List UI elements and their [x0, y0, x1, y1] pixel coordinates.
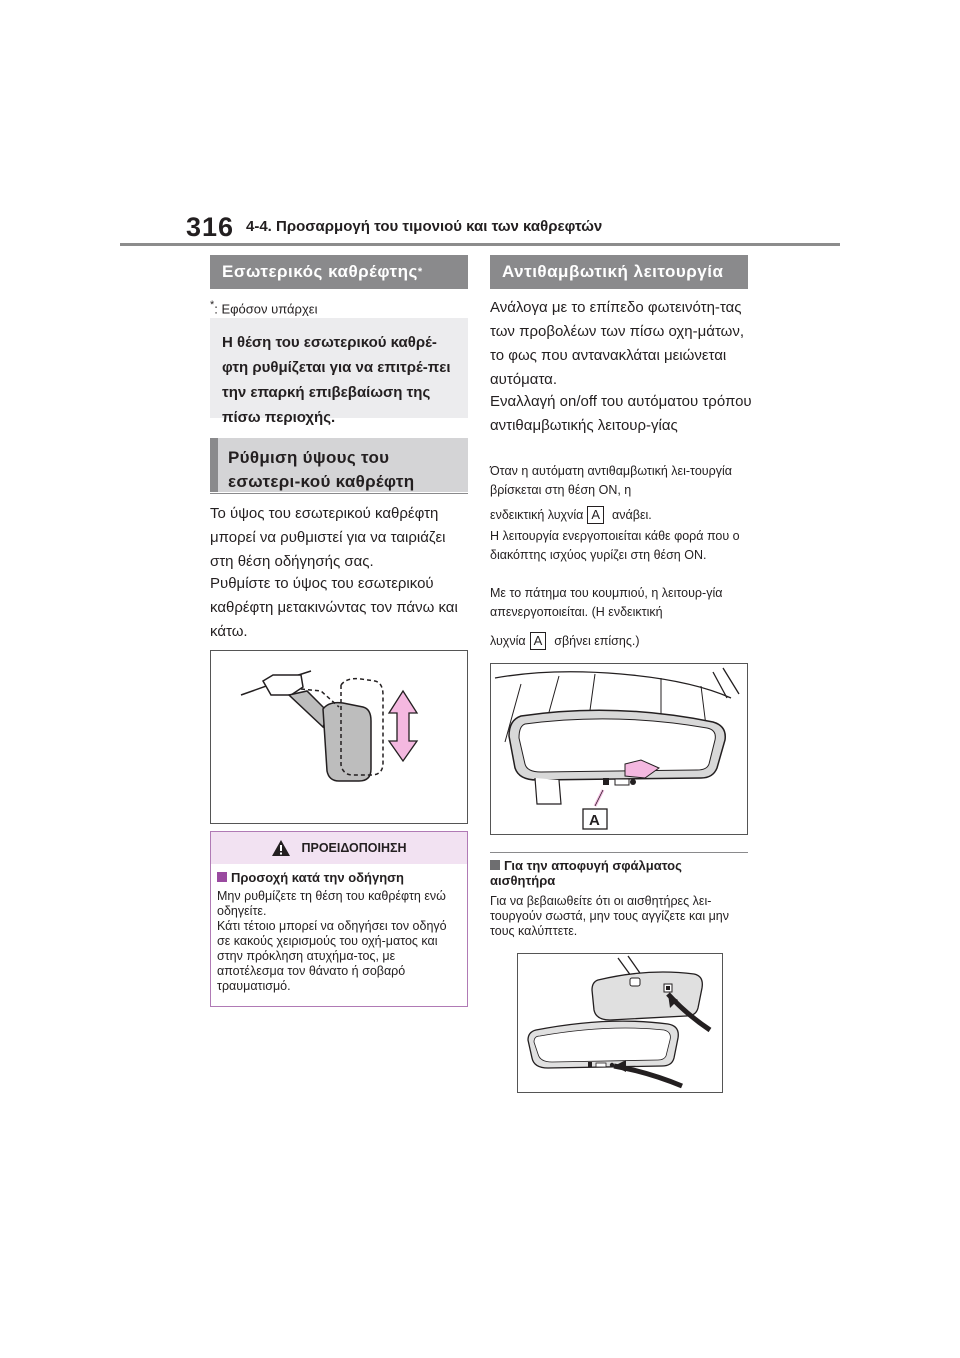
anti-glare-figure: [490, 663, 748, 835]
warning-title: ΠΡΟΕΙΔΟΠΟΙΗΣΗ: [301, 841, 407, 855]
header-rule: [120, 243, 840, 246]
section-star: *: [417, 266, 423, 278]
right-small-3: Με το πάτημα του κουμπιού, η λειτουρ-γία απενεργοποιείται. (Η ενδεικτική: [490, 586, 723, 619]
page-number: 316: [186, 212, 235, 242]
subsection-rule: [210, 493, 468, 494]
anti-glare-illustration: [491, 664, 747, 834]
warning-header: [211, 832, 467, 864]
indicator-off-label-a: A: [530, 632, 547, 650]
left-para-1: Το ύψος του εσωτερικού καθρέφτη μπορεί να ρυθμιστεί για να ταιριάζει στη θέση οδήγησής σας.: [210, 505, 446, 570]
warning-item: [217, 870, 461, 885]
indicator-label-a: A: [587, 506, 604, 524]
indicator-off-text-pre: λυχνία: [490, 634, 526, 648]
warning-triangle-icon: [271, 839, 291, 857]
right-small-1b: [490, 506, 752, 525]
right-small-4: [490, 632, 752, 651]
footnote-text: : Εφόσον υπάρχει: [214, 301, 318, 317]
note-bullet-icon: [490, 860, 500, 870]
indicator-text-pre: ενδεικτική λυχνία: [490, 508, 584, 522]
chapter-title: 4-4. Προσαρμογή του τιμονιού και των καθρεφτών: [246, 218, 603, 235]
summary-box: Η θέση του εσωτερικού καθρέ-φτη ρυθμίζεται για να επιτρέ-πει την επαρκή επιβεβαίωση της πίσω περιοχής.: [210, 318, 468, 418]
mirror-height-illustration: [211, 651, 467, 823]
warning-line-1: Μην ρυθμίζετε τη θέση του καθρέφτη ενώ οδηγείτε.: [217, 889, 446, 918]
warning-bullet-icon: [217, 872, 227, 882]
note-rule: [490, 852, 748, 853]
sensor-note-title: Για την αποφυγή σφάλματος αισθητήρα: [490, 858, 682, 888]
indicator-text-post: ανάβει.: [612, 508, 652, 522]
footnote: [210, 296, 468, 318]
subsection-title-height-adjust: Ρύθμιση ύψους του εσωτερι-κού καθρέφτη: [210, 438, 468, 492]
footnote-star: *: [210, 299, 215, 311]
figure-label-a: A: [589, 812, 600, 829]
sensor-note-text: Για να βεβαιωθείτε ότι οι αισθητήρες λει-τουργούν σωστά, μην τους αγγίζετε και μην τους καλύπτετε.: [490, 894, 730, 938]
sensor-illustration: [518, 954, 722, 1092]
right-small-1a: Όταν η αυτόματη αντιθαμβωτική λει-τουργία βρίσκεται στη θέση ON, η: [490, 464, 732, 497]
warning-line-2: Κάτι τέτοιο μπορεί να οδηγήσει τον οδηγό σε κακούς χειρισμούς του οχή-ματος και στην πρόκληση ατυχήμα-τος, με αποτέλεσμα τον θάνατο ή σοβαρό τραυματισμό.: [217, 919, 447, 993]
right-small-2: Η λειτουργία ενεργοποιείται κάθε φορά που ο διακόπτης ισχύος γυρίζει στη θέση ON.: [490, 529, 740, 562]
right-para-1: Ανάλογα με το επίπεδο φωτεινότη-τας των προβολέων των πίσω οχη-μάτων, το φως που αντανακλάται μειώνεται αυτόματα.: [490, 299, 745, 388]
left-para-2: Ρυθμίστε το ύψος του εσωτερικού καθρέφτη μετακινώντας τον πάνω και κάτω.: [210, 575, 458, 640]
warning-item-title: Προσοχή κατά την οδήγηση: [231, 870, 404, 885]
sensor-note-heading: [490, 858, 748, 888]
section-header-interior-mirror: [210, 255, 468, 289]
right-para-2: Εναλλαγή on/off του αυτόματου τρόπου αντιθαμβωτικής λειτουρ-γίας: [490, 393, 752, 434]
warning-body: [211, 864, 467, 1000]
sensor-figure: [517, 953, 723, 1093]
mirror-height-figure: [210, 650, 468, 824]
indicator-off-text-post: σβήνει επίσης.): [554, 634, 640, 648]
warning-box: [210, 831, 468, 1007]
section-title: Εσωτερικός καθρέφτης: [222, 262, 418, 281]
section-header-anti-glare: Αντιθαμβωτική λειτουργία: [490, 255, 748, 289]
